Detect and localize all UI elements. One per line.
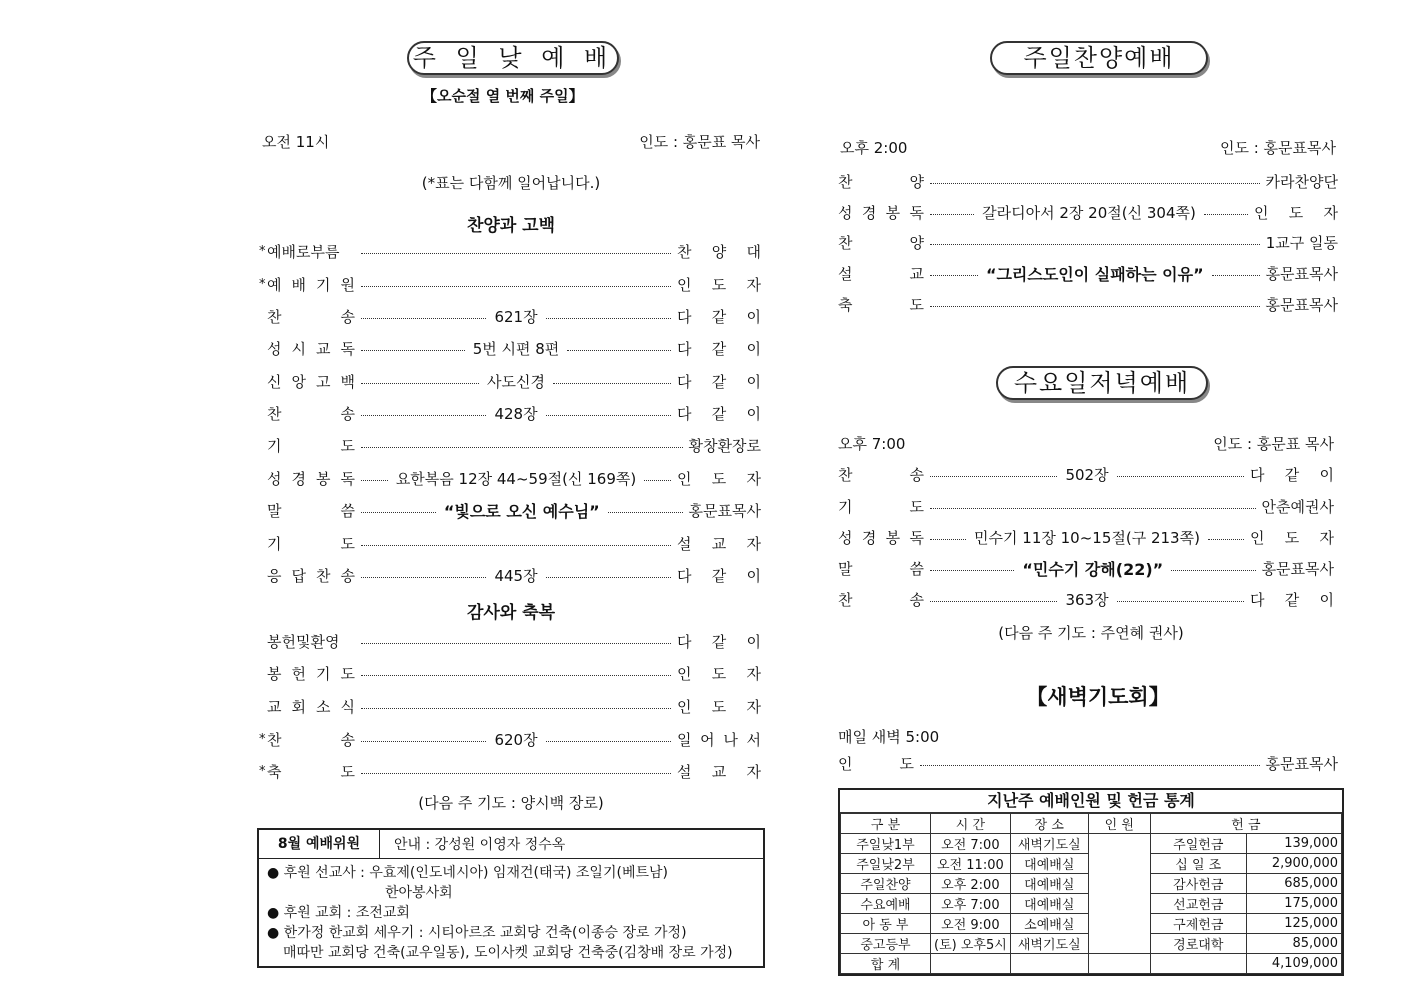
table-cell [931, 954, 1011, 974]
column-header: 구 분 [841, 814, 931, 834]
leader-dots [1117, 601, 1244, 602]
table-cell: 139,000 [1246, 834, 1341, 854]
section-thanks-blessing: 감사와 축복 [466, 603, 556, 623]
table-cell: 새벽기도실 [1010, 934, 1088, 954]
item-performer: 다 같 이 [677, 632, 761, 651]
item-label: 축 도 [838, 295, 924, 314]
praise-leader: 인도 : 홍문표목사 [1219, 138, 1336, 157]
dawn-leader: 홍문표목사 [1265, 754, 1338, 773]
notice-line: 한아봉사회 [385, 885, 453, 901]
leader-dots [930, 476, 1057, 477]
item-label: 성 경 봉 독 [838, 528, 924, 547]
item-label: 말 씀 [267, 501, 355, 520]
table-cell: (토) 오후5시 [931, 934, 1011, 954]
column-header: 장 소 [1010, 814, 1088, 834]
leader-dots [608, 512, 683, 513]
table-cell: 주일낮2부 [841, 854, 931, 874]
item-performer: 홍문표목사 [1261, 559, 1335, 578]
item-performer: 일 어 나 서 [677, 730, 761, 749]
leader-dots [361, 383, 479, 384]
column-header: 시 간 [931, 814, 1011, 834]
service-order-row [259, 532, 761, 554]
item-detail: 갈라디아서 2장 20절(신 304쪽) [982, 203, 1196, 222]
item-performer: 인 도 자 [1250, 528, 1334, 547]
table-cell: 대예배실 [1010, 854, 1088, 874]
item-label: 찬 송 [838, 590, 924, 609]
leader-dots [546, 741, 671, 742]
service-order-row [259, 402, 761, 424]
table-cell: 오후 2:00 [931, 874, 1011, 894]
leader-dots [546, 577, 671, 578]
leader-dots [361, 447, 683, 448]
standing-note: (*표는 다함께 일어납니다.) [421, 174, 601, 192]
item-label: 찬 양 [838, 233, 924, 252]
leader-dots [930, 244, 1260, 245]
item-label: 축 도 [267, 762, 355, 781]
leader-dots [1171, 570, 1255, 571]
item-label: 찬 양 [838, 172, 924, 191]
item-performer: 카라찬양단 [1265, 172, 1338, 191]
section-praise-confession: 찬양과 고백 [466, 216, 556, 236]
table-cell [1088, 954, 1150, 974]
service-time: 오전 11시 [262, 132, 330, 151]
table-cell: 소예배실 [1010, 914, 1088, 934]
item-performer: 홍문표목사 [1265, 264, 1339, 283]
sunday-morning-service [257, 0, 765, 992]
table-header-row [841, 814, 1342, 834]
leader-dots [361, 350, 465, 351]
item-detail: 5번 시편 8편 [472, 339, 560, 358]
item-performer: 인 도 자 [677, 664, 761, 683]
leader-dots [361, 545, 671, 546]
service-order-row [259, 337, 761, 359]
leader-dots [567, 350, 671, 351]
item-label: 성 경 봉 독 [838, 203, 924, 222]
standing-mark: * [259, 243, 266, 259]
item-label: 찬 송 [267, 730, 355, 749]
praise-time-leader [840, 136, 1336, 158]
standing-mark: * [259, 731, 266, 747]
right-column [838, 0, 1344, 992]
table-cell [1010, 954, 1088, 974]
leader-dots [546, 415, 671, 416]
dawn-label-char: 인 [838, 754, 853, 773]
item-detail: 사도신경 [487, 372, 545, 391]
table-cell: 125,000 [1246, 914, 1341, 934]
item-performer: 홍문표목사 [1265, 295, 1338, 314]
table-cell: 2,900,000 [1246, 854, 1341, 874]
item-performer: 설 교 자 [677, 762, 761, 781]
time-leader-row [262, 130, 760, 152]
column-header: 인 원 [1088, 814, 1150, 834]
item-label: 예배로부름 [267, 242, 340, 261]
next-week-prayer: (다음 주 기도 : 양시백 장로) [418, 794, 604, 812]
service-order-row [259, 499, 761, 521]
table-cell: 오후 7:00 [931, 894, 1011, 914]
dawn-time: 매일 새벽 5:00 [838, 727, 940, 746]
notice-box [257, 828, 765, 968]
service-order-row [259, 760, 761, 782]
item-detail: 민수기 11장 10~15절(구 213쪽) [974, 528, 1200, 547]
item-label: 신 앙 고 백 [267, 372, 355, 391]
table-cell: 주일낮1부 [841, 834, 931, 854]
item-performer: 인 도 자 [677, 697, 761, 716]
wednesday-order-row [838, 557, 1334, 579]
item-detail: 445장 [494, 566, 538, 585]
leader-dots [361, 708, 671, 709]
wednesday-leader: 인도 : 홍문표 목사 [1213, 434, 1334, 453]
leader-dots [553, 383, 671, 384]
item-label: 기 도 [838, 497, 924, 516]
item-performer: 인 도 자 [1254, 203, 1338, 222]
item-detail: 요한복음 12장 44~59절(신 169쪽) [395, 469, 637, 488]
leader-dots [361, 577, 486, 578]
wednesday-order-row [838, 463, 1334, 485]
leader-dots [361, 643, 671, 644]
item-label: 봉헌및환영 [267, 632, 340, 651]
table-cell: 합 계 [841, 954, 931, 974]
table-cell [1150, 954, 1246, 974]
leader-dots [361, 675, 671, 676]
wednesday-time-leader [838, 432, 1334, 454]
leader-dots [644, 480, 671, 481]
item-performer: 다 같 이 [677, 307, 761, 326]
leader-dots [361, 773, 671, 774]
sunday-service-title: 주 일 낮 예 배 [407, 41, 619, 75]
leader-dots [361, 318, 486, 319]
service-order-row [259, 434, 761, 456]
table-cell: 4,109,000 [1246, 954, 1341, 974]
wednesday-service-title: 수요일저녁예배 [996, 366, 1208, 400]
praise-order-row [838, 170, 1338, 192]
leader-dots [1212, 275, 1260, 276]
column-header: 헌 금 [1150, 814, 1341, 834]
leader-dots [361, 741, 486, 742]
item-label: 찬 송 [838, 465, 924, 484]
item-label: 찬 송 [267, 404, 355, 423]
leader-dots [1208, 539, 1244, 540]
item-performer: 다 같 이 [1250, 465, 1334, 484]
item-detail: “그리스도인이 실패하는 이유” [985, 264, 1204, 284]
wednesday-order-row [838, 588, 1334, 610]
notice-line: 매따만 교회당 건축(교우일동), 도이사켓 교회당 건축중(김창배 장로 가정) [283, 945, 733, 961]
item-label: 기 도 [267, 534, 355, 553]
item-label: 말 씀 [838, 559, 924, 578]
leader-dots [930, 275, 978, 276]
leader-dots [930, 214, 974, 215]
leader-dots [930, 539, 966, 540]
dawn-label-char: 도 [899, 754, 914, 773]
committee-month: 8월 예배위원 [259, 830, 380, 858]
wednesday-order-row [838, 526, 1334, 548]
table-cell: 대예배실 [1010, 894, 1088, 914]
item-detail: “민수기 강해(22)” [1022, 559, 1164, 579]
table-cell: 선교헌금 [1150, 894, 1246, 914]
service-order-row [259, 273, 761, 295]
item-performer: 인 도 자 [677, 275, 761, 294]
item-label: 교 회 소 식 [267, 697, 355, 716]
leader-dots [930, 183, 1260, 184]
item-performer: 안춘예권사 [1261, 497, 1334, 516]
table-cell: 주일헌금 [1150, 834, 1246, 854]
table-cell: 175,000 [1246, 894, 1341, 914]
item-detail: 621장 [494, 307, 538, 326]
item-label: 기 도 [267, 436, 355, 455]
praise-order-row [838, 293, 1338, 315]
item-label: 설 교 [838, 264, 924, 283]
ushers: 안내 : 강성원 이영자 정수옥 [394, 837, 566, 853]
service-order-row [259, 467, 761, 489]
sunday-subtitle: 【오순절 열 번째 주일】 [422, 87, 584, 105]
item-performer: 다 같 이 [677, 404, 761, 423]
table-cell: 십 일 조 [1150, 854, 1246, 874]
item-detail: 363장 [1065, 590, 1109, 609]
service-leader: 인도 : 홍문표 목사 [639, 132, 760, 151]
item-performer: 홍문표목사 [688, 501, 761, 520]
dawn-prayer-title: 【새벽기도회】 [1026, 685, 1170, 709]
table-cell: 아 동 부 [841, 914, 931, 934]
table-row [841, 954, 1342, 974]
statistics-rows [841, 834, 1342, 974]
item-detail: 620장 [494, 730, 538, 749]
table-cell: 새벽기도실 [1010, 834, 1088, 854]
leader-dots [930, 601, 1057, 602]
leader-dots [930, 306, 1260, 307]
leader-dots [546, 318, 671, 319]
table-cell: 85,000 [1246, 934, 1341, 954]
table-row [841, 834, 1342, 854]
item-performer: 1교구 일동 [1265, 233, 1338, 252]
item-detail: 502장 [1065, 465, 1109, 484]
service-order-row [259, 370, 761, 392]
statistics-title: 지난주 예배인원 및 헌금 통계 [840, 790, 1342, 813]
item-performer: 인 도 자 [677, 469, 762, 488]
leader-dots [361, 512, 436, 513]
item-detail: “빛으로 오신 예수님” [443, 501, 600, 521]
item-label: 찬 송 [267, 307, 355, 326]
item-label: 응 답 찬 송 [267, 566, 355, 585]
item-detail: 428장 [494, 404, 538, 423]
item-performer: 찬 양 대 [677, 242, 761, 261]
notice-line: ● 후원 교회 : 조전교회 [267, 905, 410, 921]
standing-mark: * [259, 763, 266, 779]
dawn-leader-row [838, 752, 1338, 774]
praise-time: 오후 2:00 [840, 138, 908, 157]
leader-dots [361, 480, 388, 481]
notice-line: ● 한가정 한교회 세우기 : 시티아르조 교회당 건축(이종승 장로 가정) [267, 925, 687, 941]
leader-dots [361, 286, 671, 287]
wednesday-time: 오후 7:00 [838, 434, 906, 453]
statistics-table [840, 813, 1342, 974]
leader-dots [361, 253, 671, 254]
table-cell: 오전 11:00 [931, 854, 1011, 874]
dawn-label [838, 753, 914, 774]
item-label: 예 배 기 원 [267, 275, 355, 294]
table-cell: 중고등부 [841, 934, 931, 954]
table-cell: 오전 9:00 [931, 914, 1011, 934]
praise-service-title: 주일찬양예배 [990, 41, 1208, 75]
item-label: 성 시 교 독 [267, 339, 355, 358]
notice-line: ● 후원 선교사 : 우효제(인도네시아) 임재건(태국) 조일기(베트남) [267, 865, 668, 881]
praise-order-row [838, 201, 1338, 223]
service-order-row [259, 240, 761, 262]
table-cell: 대예배실 [1010, 874, 1088, 894]
item-performer: 다 같 이 [677, 339, 761, 358]
item-performer: 다 같 이 [1250, 590, 1334, 609]
item-label: 봉 헌 기 도 [267, 664, 355, 683]
table-cell [1088, 834, 1150, 954]
service-order-row [259, 305, 761, 327]
table-cell: 주일찬양 [841, 874, 931, 894]
praise-order-row [838, 262, 1338, 284]
wednesday-next-prayer: (다음 주 기도 : 주연혜 권사) [998, 624, 1184, 642]
service-order-row [259, 630, 761, 652]
item-performer: 설 교 자 [677, 534, 761, 553]
wednesday-order-row [838, 495, 1334, 517]
standing-mark: * [259, 276, 266, 292]
service-order-row [259, 662, 761, 684]
service-order-row [259, 564, 761, 586]
table-cell: 구제헌금 [1150, 914, 1246, 934]
table-cell: 685,000 [1246, 874, 1341, 894]
service-order-row [259, 728, 761, 750]
leader-dots [361, 415, 486, 416]
item-label: 성 경 봉 독 [267, 469, 355, 488]
leader-dots [930, 508, 1256, 509]
leader-dots [930, 570, 1014, 571]
leader-dots [1204, 214, 1248, 215]
table-cell: 수요예배 [841, 894, 931, 914]
praise-order-row [838, 231, 1338, 253]
item-performer: 황창환장로 [688, 436, 761, 455]
item-performer: 다 같 이 [677, 566, 761, 585]
statistics-box [838, 788, 1344, 976]
table-cell: 경로대학 [1150, 934, 1246, 954]
leader-dots [1117, 476, 1244, 477]
table-cell: 오전 7:00 [931, 834, 1011, 854]
leader-dots [920, 765, 1260, 766]
table-cell: 감사헌금 [1150, 874, 1246, 894]
item-performer: 다 같 이 [677, 372, 761, 391]
service-order-row [259, 695, 761, 717]
